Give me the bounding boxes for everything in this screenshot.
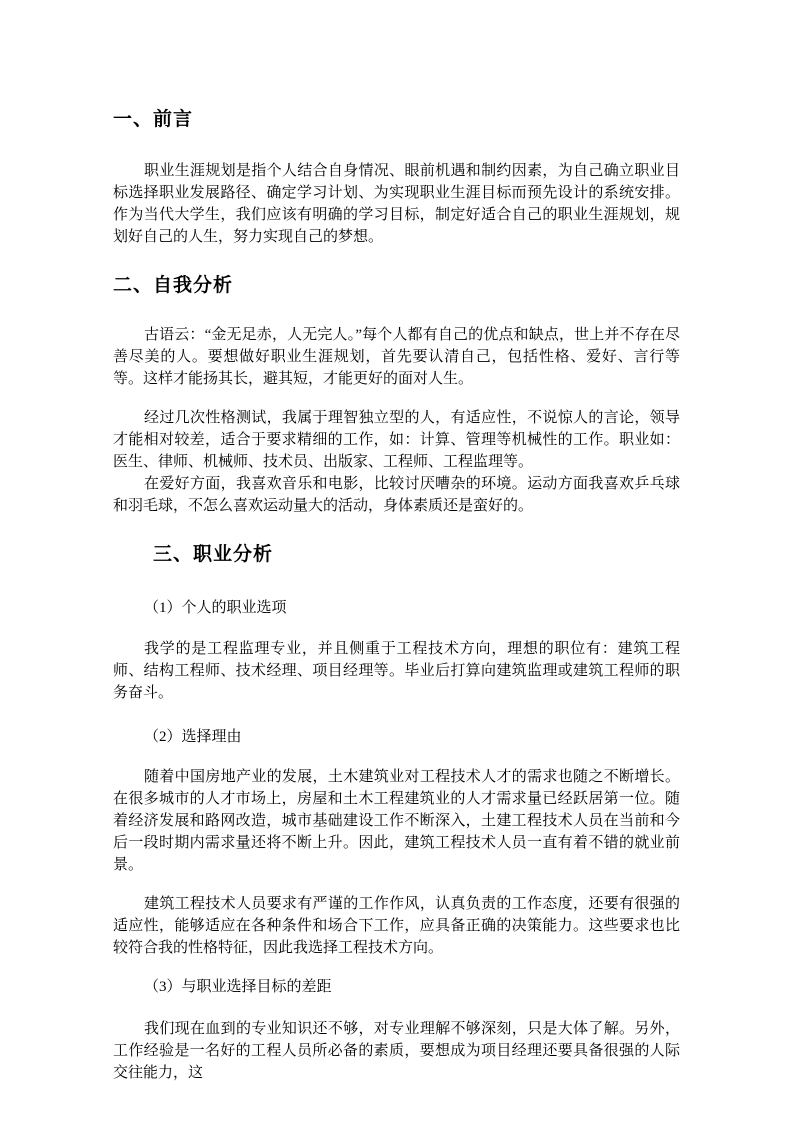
paragraph-foreword: 职业生涯规划是指个人结合自身情况、眼前机遇和制约因素，为自己确立职业目标选择职业发展路径、确定学习计划、为实现职业生涯目标而预先设计的系统安排。作为当代大学生，我们应该有明确的学习目标，制定好适合自己的职业生涯规划，规划好自己的人生，努力实现自己的梦想。 bbox=[113, 163, 680, 245]
section-heading-career-analysis: 三、职业分析 bbox=[153, 544, 274, 565]
paragraph-career-options: 我学的是工程监理专业，并且侧重于工程技术方向，理想的职位有：建筑工程师、结构工程师、技术经理、项目经理等。毕业后打算向建筑监理或建筑工程师的职务奋斗。 bbox=[113, 641, 680, 701]
paragraph-selection-reasons-1: 随着中国房地产业的发展，土木建筑业对工程技术人才的需求也随之不断增长。在很多城市的人才市场上，房屋和土木工程建筑业的人才需求量已经跃居第一位。随着经济发展和路网改造，城市基础建设工作不断深入，土建工程技术人员在当前和今后一段时期内需求量还将不断上升。因此，建筑工程技术人员一直有着不错的就业前景。 bbox=[113, 769, 680, 873]
paragraph-self-analysis-2: 经过几次性格测试，我属于理智独立型的人，有适应性，不说惊人的言论，领导才能相对较差，适合于要求精细的工作，如：计算、管理等机械性的工作。职业如：医生、律师、机械师、技术员、出版家、工程师、工程监理等。 bbox=[113, 410, 680, 470]
paragraph-gap-to-goal: 我们现在血到的专业知识还不够，对专业理解不够深刻，只是大体了解。另外，工作经验是一名好的工程人员所必备的素质，要想成为项目经理还要具备很强的人际交往能力，这 bbox=[113, 1021, 680, 1081]
paragraph-selection-reasons-2: 建筑工程技术人员要求有严谨的工作作风，认真负责的工作态度，还要有很强的适应性，能够适应在各种条件和场合下工作，应具备正确的决策能力。这些要求也比较符合我的性格特征，因此我选择工程技术方向。 bbox=[113, 896, 680, 956]
subsection-heading-career-options: （1）个人的职业选项 bbox=[144, 600, 287, 616]
subsection-heading-selection-reasons: （2）选择理由 bbox=[144, 729, 242, 745]
section-heading-foreword: 一、前言 bbox=[113, 109, 194, 130]
paragraph-self-analysis-1: 古语云：“金无足赤，人无完人。”每个人都有自己的优点和缺点，世上并不存在尽善尽美的人。要想做好职业生涯规划，首先要认清自己，包括性格、爱好、言行等等。这样才能扬其长，避其短，才能更好的面对人生。 bbox=[113, 327, 680, 387]
paragraph-self-analysis-3: 在爱好方面，我喜欢音乐和电影，比较讨厌嘈杂的环境。运动方面我喜欢乒乓球和羽毛球，不怎么喜欢运动量大的活动，身体素质还是蛮好的。 bbox=[113, 476, 680, 514]
subsection-heading-gap-to-goal: （3）与职业选择目标的差距 bbox=[144, 979, 332, 995]
section-heading-self-analysis: 二、自我分析 bbox=[113, 275, 234, 296]
